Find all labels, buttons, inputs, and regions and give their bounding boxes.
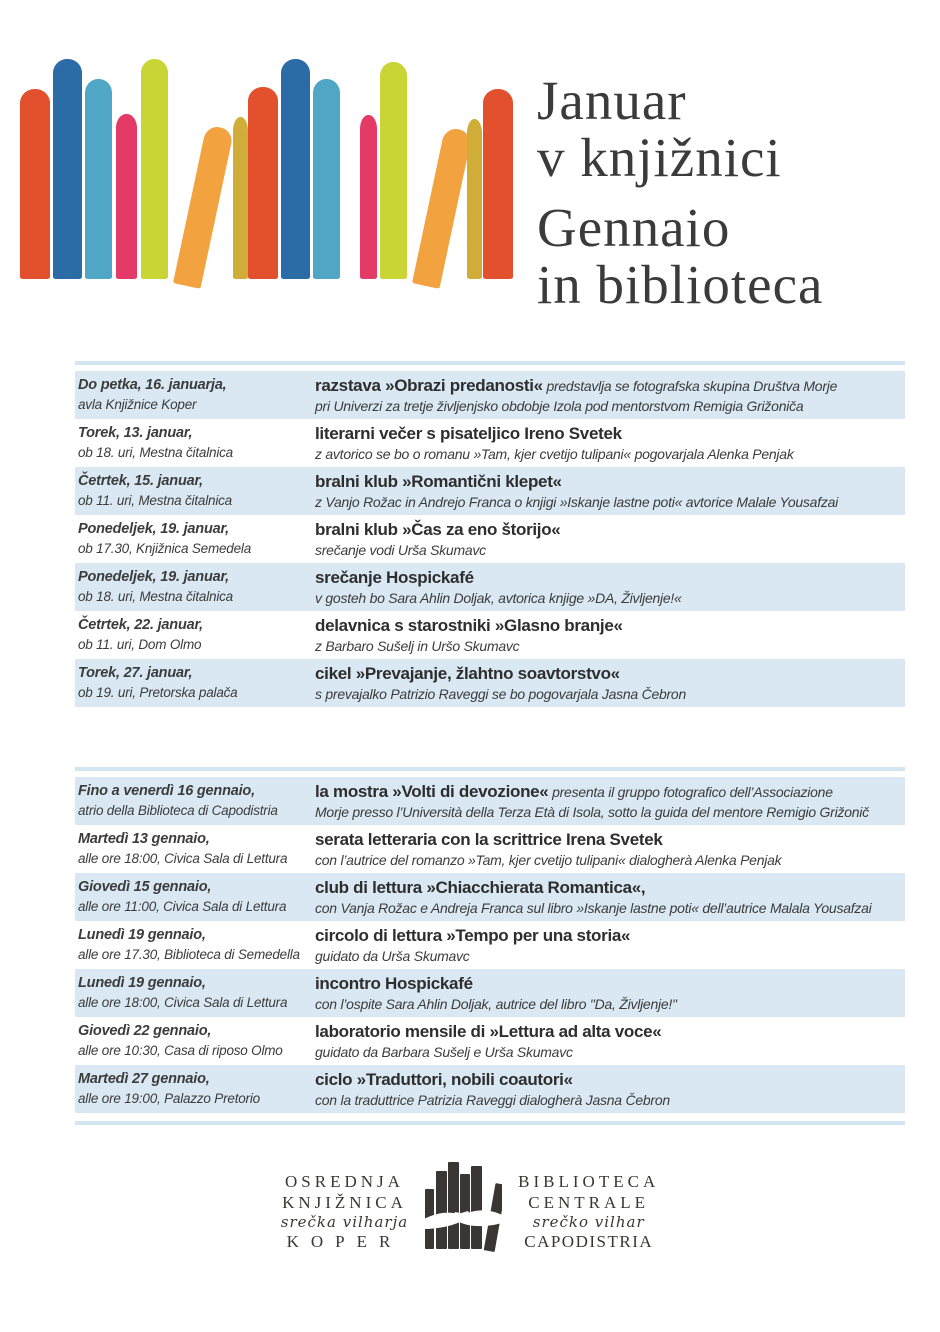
event-row — [75, 515, 905, 563]
title-line-it-1: Gennaio — [537, 197, 731, 258]
book-spine — [360, 115, 377, 279]
event-title: incontro Hospickafé — [315, 974, 473, 993]
book-spine — [53, 59, 82, 279]
event-description: con la traduttrice Patrizia Raveggi dialogherà Jasna Čebron — [315, 1092, 670, 1108]
event-date: Martedì 27 gennaio, — [78, 1071, 210, 1087]
book-spine — [85, 79, 112, 279]
logo-capodistria-script: srečko vilhar — [532, 1212, 645, 1231]
event-when-where — [75, 616, 315, 659]
event-date: Ponedeljek, 19. januar, — [78, 521, 229, 537]
event-title-line — [315, 472, 905, 493]
event-title-line — [315, 878, 905, 899]
event-details — [315, 926, 905, 969]
event-title: razstava »Obrazi predanosti« — [315, 376, 543, 395]
event-title-line — [315, 616, 905, 637]
event-description: v gosteh bo Sara Ahlin Doljak, avtorica knjige »DA, Življenje!« — [315, 590, 682, 606]
logo-capodistria-line1: BIBLIOTECA — [518, 1171, 660, 1191]
logo-koper-script: srečka vilharja — [280, 1212, 409, 1231]
event-description: z Barbaro Sušelj in Uršo Skumavc — [315, 638, 520, 654]
event-date: Torek, 13. januar, — [78, 425, 193, 441]
event-description: z avtorico se bo o romanu »Tam, kjer cvetijo tulipani« pogovarjala Alenka Penjak — [315, 446, 794, 462]
event-row — [75, 1017, 905, 1065]
event-row — [75, 371, 905, 419]
event-row — [75, 921, 905, 969]
event-details — [315, 568, 905, 611]
event-location: alle ore 18:00, Civica Sala di Lettura — [78, 995, 288, 1010]
event-when-where — [75, 974, 315, 1017]
event-when-where — [75, 1070, 315, 1113]
event-title: circolo di lettura »Tempo per una storia« — [315, 926, 631, 945]
event-date: Do petka, 16. januarja, — [78, 377, 227, 393]
event-title-line — [315, 424, 905, 445]
logo-capodistria — [518, 1171, 659, 1252]
event-title-line — [315, 1070, 905, 1091]
event-title: laboratorio mensile di »Lettura ad alta voce« — [315, 1022, 662, 1041]
event-date: Martedì 13 gennaio, — [78, 831, 210, 847]
event-date: Četrtek, 15. januar, — [78, 473, 203, 489]
event-title: bralni klub »Čas za eno štorijo« — [315, 520, 561, 539]
event-row — [75, 467, 905, 515]
event-title: serata letteraria con la scrittrice Irena Svetek — [315, 830, 663, 849]
event-when-where — [75, 782, 315, 825]
event-title-line — [315, 568, 905, 589]
event-description: con l’ospite Sara Ahlin Doljak, autrice del libro "Da, Življenje!" — [315, 996, 677, 1012]
event-details — [315, 472, 905, 515]
event-date: Giovedì 22 gennaio, — [78, 1023, 212, 1039]
event-title-note: predstavlja se fotografska skupina Društva Morje — [542, 378, 838, 394]
event-row — [75, 825, 905, 873]
poster-title — [537, 72, 823, 313]
logo-capodistria-line2: CENTRALE — [528, 1192, 650, 1212]
event-when-where — [75, 520, 315, 563]
book-spine — [281, 59, 310, 279]
event-details — [315, 830, 905, 873]
event-when-where — [75, 472, 315, 515]
event-when-where — [75, 568, 315, 611]
section-divider-top — [75, 361, 905, 365]
logo-capodistria-line4: CAPODISTRIA — [524, 1231, 654, 1251]
event-title-line — [315, 1022, 905, 1043]
event-title-line — [315, 830, 905, 851]
event-date: Torek, 27. januar, — [78, 665, 193, 681]
event-description: con l’autrice del romanzo »Tam, kjer cvetijo tulipani« dialogherà Alenka Penjak — [315, 852, 782, 868]
book-spine — [141, 59, 168, 279]
event-date: Giovedì 15 gennaio, — [78, 879, 212, 895]
event-when-where — [75, 1022, 315, 1065]
event-row — [75, 659, 905, 707]
event-location: atrio della Biblioteca di Capodistria — [78, 803, 278, 818]
event-title: literarni večer s pisateljico Ireno Svetek — [315, 424, 622, 443]
event-row — [75, 873, 905, 921]
book-spine — [233, 117, 248, 279]
title-line-sl-1: Januar — [537, 70, 687, 131]
books-illustration — [15, 50, 520, 285]
event-details — [315, 616, 905, 659]
event-date: Fino a venerdì 16 gennaio, — [78, 783, 255, 799]
section-divider-middle — [75, 767, 905, 771]
event-title-line — [315, 520, 905, 541]
event-location: ob 19. uri, Pretorska palača — [78, 685, 238, 700]
library-logos — [0, 1155, 940, 1267]
event-location: ob 17.30, Knjižnica Semedela — [78, 541, 252, 556]
book-spine — [116, 114, 137, 279]
logo-koper — [281, 1171, 408, 1252]
book-spine — [20, 89, 50, 279]
event-when-where — [75, 878, 315, 921]
event-location: ob 18. uri, Mestna čitalnica — [78, 445, 233, 460]
event-details — [315, 782, 905, 825]
event-details — [315, 664, 905, 707]
event-description: con Vanja Rožac e Andreja Franca sul libro »Iskanje lastne poti« dell’autrice Malala Yousafzai — [315, 900, 872, 916]
event-row — [75, 563, 905, 611]
event-when-where — [75, 926, 315, 969]
logo-koper-line1: OSREDNJA — [285, 1171, 404, 1191]
event-row — [75, 1065, 905, 1113]
event-title: delavnica s starostniki »Glasno branje« — [315, 616, 623, 635]
event-title: bralni klub »Romantični klepet« — [315, 472, 562, 491]
book-spine — [173, 125, 234, 289]
event-date: Četrtek, 22. januar, — [78, 617, 203, 633]
event-date: Lunedì 19 gennaio, — [78, 975, 206, 991]
logo-koper-line2: KNJIŽNICA — [282, 1192, 407, 1212]
event-title: la mostra »Volti di devozione« — [315, 782, 549, 801]
event-title-note: presenta il gruppo fotografico dell’Associazione — [548, 784, 833, 800]
book-spine — [380, 62, 407, 279]
event-title-line — [315, 664, 905, 685]
event-row — [75, 969, 905, 1017]
event-when-where — [75, 424, 315, 467]
event-location: ob 11. uri, Mestna čitalnica — [78, 493, 232, 508]
event-location: alle ore 17.30, Biblioteca di Semedella — [78, 947, 300, 962]
event-description: s prevajalko Patrizio Raveggi se bo pogovarjala Jasna Čebron — [315, 686, 686, 702]
event-details — [315, 878, 905, 921]
event-details — [315, 520, 905, 563]
event-when-where — [75, 376, 315, 419]
event-title: club di lettura »Chiacchierata Romantica«, — [315, 878, 646, 897]
event-location: ob 18. uri, Mestna čitalnica — [78, 589, 233, 604]
event-description: Morje presso l’Università della Terza Età di Isola, sotto la guida del mentore Remigio Grižonič — [315, 804, 869, 820]
book-spine — [467, 119, 482, 279]
event-row — [75, 777, 905, 825]
event-location: avla Knjižnice Koper — [78, 397, 197, 412]
event-location: ob 11. uri, Dom Olmo — [78, 637, 202, 652]
schedule-italian — [75, 777, 905, 1113]
event-title: cikel »Prevajanje, žlahtno soavtorstvo« — [315, 664, 620, 683]
event-description: guidato da Barbara Sušelj e Urša Skumavc — [315, 1044, 573, 1060]
event-location: alle ore 19:00, Palazzo Pretorio — [78, 1091, 260, 1106]
event-location: alle ore 10:30, Casa di riposo Olmo — [78, 1043, 283, 1058]
event-when-where — [75, 830, 315, 873]
books-hands-icon — [424, 1159, 502, 1263]
event-details — [315, 974, 905, 1017]
event-title-line — [315, 376, 905, 397]
section-divider-bottom — [75, 1121, 905, 1125]
event-row — [75, 419, 905, 467]
event-description: srečanje vodi Urša Skumavc — [315, 542, 486, 558]
title-line-it-2: in biblioteca — [537, 254, 824, 315]
event-description: guidato da Urša Skumavc — [315, 948, 470, 964]
event-title: ciclo »Traduttori, nobili coautori« — [315, 1070, 573, 1089]
event-title-line — [315, 782, 905, 803]
event-details — [315, 1070, 905, 1113]
event-details — [315, 376, 905, 419]
book-spine — [313, 79, 340, 279]
title-line-sl-2: v knjižnici — [537, 127, 782, 188]
event-title-line — [315, 974, 905, 995]
event-date: Lunedì 19 gennaio, — [78, 927, 206, 943]
schedule-slovenian — [75, 371, 905, 707]
event-row — [75, 611, 905, 659]
event-date: Ponedeljek, 19. januar, — [78, 569, 229, 585]
event-details — [315, 424, 905, 467]
event-location: alle ore 11:00, Civica Sala di Lettura — [78, 899, 287, 914]
event-title: srečanje Hospickafé — [315, 568, 474, 587]
event-description: z Vanjo Rožac in Andrejo Franca o knjigi »Iskanje lastne poti« avtorice Malale Yousafzai — [315, 494, 839, 510]
logo-koper-line4: KOPER — [286, 1231, 403, 1251]
event-location: alle ore 18:00, Civica Sala di Lettura — [78, 851, 288, 866]
book-spine — [412, 126, 473, 288]
event-details — [315, 1022, 905, 1065]
event-description: pri Univerzi za tretje življenjsko obdobje Izola pod mentorstvom Remigia Grižoniča — [315, 398, 804, 414]
book-spine — [483, 89, 513, 279]
event-title-line — [315, 926, 905, 947]
event-when-where — [75, 664, 315, 707]
book-spine — [248, 87, 278, 279]
